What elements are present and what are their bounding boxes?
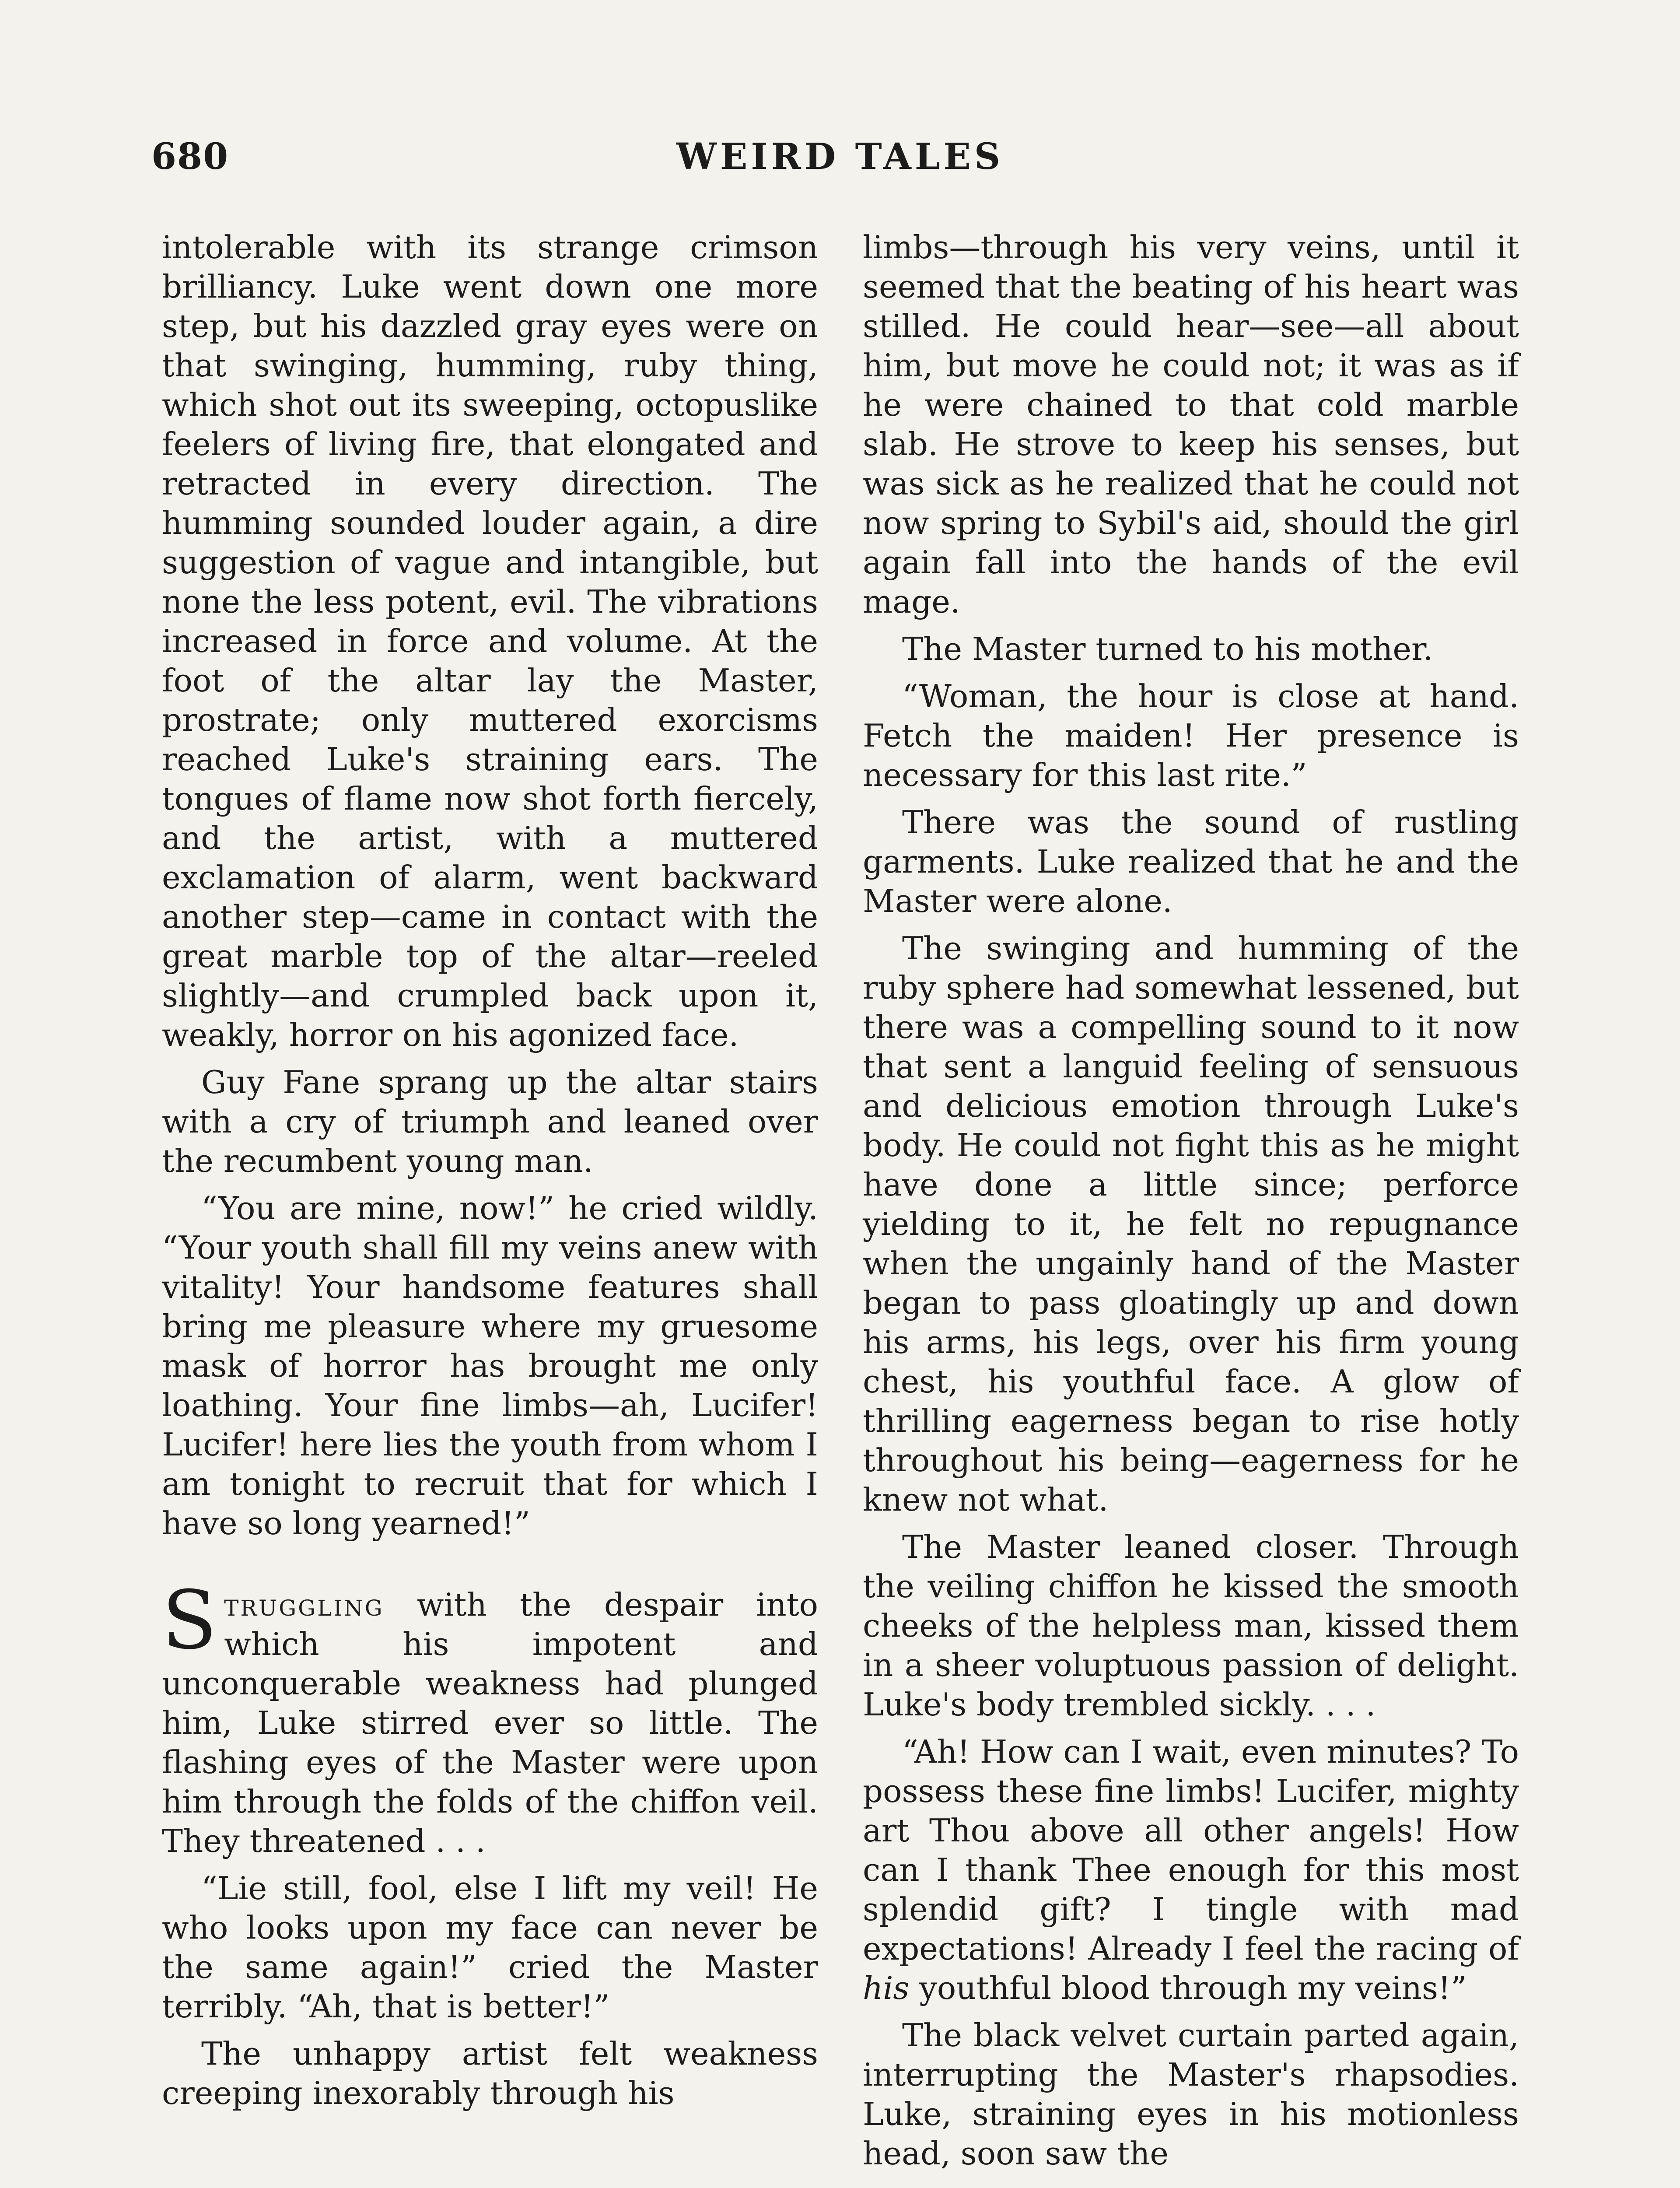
paragraph-text: “Ah! How can I wait, even minutes? To possess these fine limbs! Lucifer, mighty art Thou above all other angels! How can I thank Thee enough for this most splendid gift? I tingle with mad expectations! Already I feel the racing of: [863, 1733, 1519, 1967]
paragraph: There was the sound of rustling garments. Luke realized that he and the Master were alone.: [863, 804, 1519, 919]
paragraph: The Master turned to his mother.: [902, 631, 1433, 667]
page-number: 680: [151, 136, 229, 178]
paragraph: “Lie still, fool, else I lift my veil! He who looks upon my face can never be the same again!” cried the Master terribly. “Ah, that is better!”: [162, 1870, 818, 2025]
paragraph: The black velvet curtain parted again, interrupting the Master's rhapsodies. Luke, straining eyes in his motionless head, soon saw the: [863, 2017, 1519, 2172]
paragraph: The unhappy artist felt weakness creeping inexorably through his: [162, 2035, 818, 2111]
paragraph: [863, 1732, 1519, 2008]
italic-word: his: [863, 1970, 910, 2006]
paragraph: limbs—through his very veins, until it seemed that the beating of his heart was stilled. He could hear—see—all about him, but move he could not; it was as if he were chained to that cold marble slab. He strove to keep his senses, but was sick as he realized that he could not now spring to Sybil's aid, should the girl again fall into the hands of the evil mage.: [863, 229, 1519, 620]
paragraph: The swinging and humming of the ruby sphere had somewhat lessened, but there was a compelling sound to it now that sent a languid feeling of sensuous and delicious emotion through Luke's body. He could not fight this as he might have done a little since; perforce yielding to it, he felt no repugnance when the ungainly hand of the Master began to pass gloatingly up and down his arms, his legs, over his firm young chest, his youthful face. A glow of thrilling eagerness began to rise hotly throughout his being—eagerness for he knew not what.: [863, 930, 1519, 1518]
left-column: [162, 228, 818, 2121]
small-caps-lead: truggling: [224, 1586, 384, 1623]
paragraph-text: with the despair into which his impotent and unconquerable weakness had plunged him, Luke stirred ever so little. The flashing eyes of the Master were upon him through the folds of the chiffon veil. They threatened . . .: [162, 1586, 818, 1859]
drop-cap: S: [162, 1574, 217, 1667]
paragraph: intolerable with its strange crimson brilliancy. Luke went down one more step, but his dazzled gray eyes were on that swinging, humming, ruby thing, which shot out its sweeping, octopuslike feelers of living fire, that elongated and retracted in every direction. The humming sounded louder again, a dire suggestion of vague and intangible, but none the less potent, evil. The vibrations increased in force and volume. At the foot of the altar lay the Master, prostrate; only muttered exorcisms reached Luke's straining ears. The tongues of flame now shot forth fiercely, and the artist, with a muttered exclamation of alarm, went backward another step—came in contact with the great marble top of the altar—reeled slightly—and crumpled back upon it, weakly, horror on his agonized face.: [162, 229, 818, 1053]
paragraph: “You are mine, now!” he cried wildly. “Your youth shall fill my veins anew with vitality! Your handsome features shall bring me pleasure where my gruesome mask of horror has brought me only loathing. Your fine limbs—ah, Lucifer! Lucifer! here lies the youth from whom I am tonight to recruit that for which I have so long yearned!”: [162, 1190, 818, 1542]
paragraph: “Woman, the hour is close at hand. Fetch the maiden! Her presence is necessary for this last rite.”: [863, 678, 1519, 793]
paragraph-text: youthful blood through my veins!”: [909, 1970, 1467, 2006]
paragraph: Guy Fane sprang up the altar stairs with a cry of triumph and leaned over the recumbent young man.: [162, 1064, 818, 1179]
running-head: WEIRD TALES: [676, 136, 1004, 178]
right-column: [863, 228, 1519, 2181]
section-paragraph: [162, 1574, 818, 1861]
paragraph: The Master leaned closer. Through the veiling chiffon he kissed the smooth cheeks of the helpless man, kissed them in a sheer voluptuous passion of delight. Luke's body trembled sickly. . . .: [863, 1529, 1519, 1723]
